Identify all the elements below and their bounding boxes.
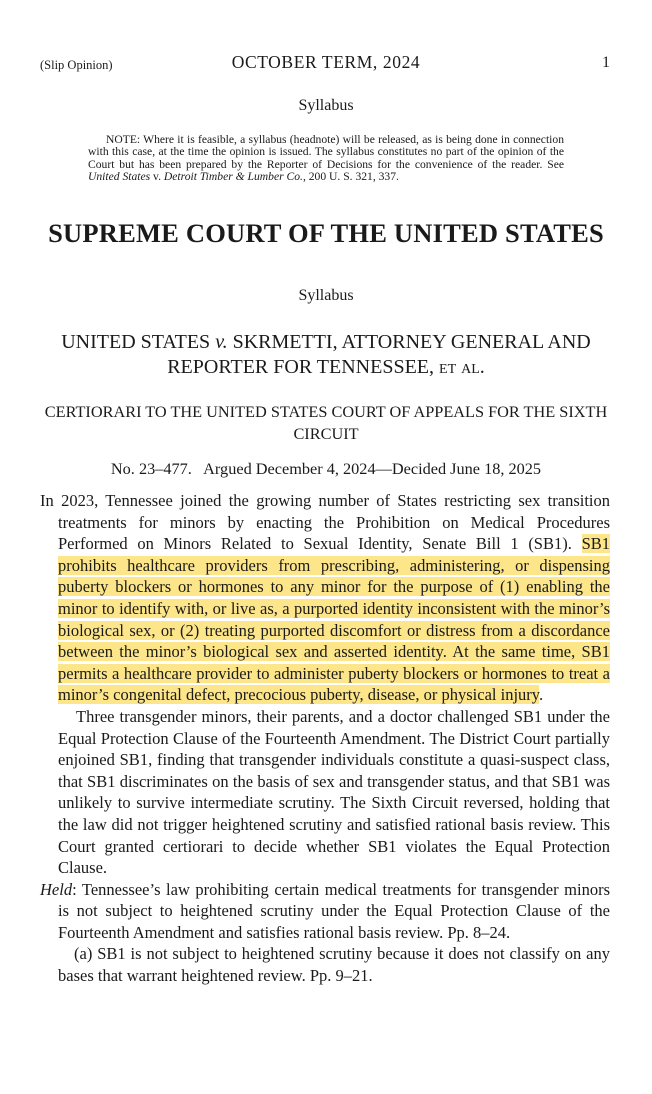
highlighted-passage: SB1 prohibits healthcare providers from prescribing, administering, or dispensing puberty blockers or hormones to any minor for the purpose of (1) enabling the minor to identify with, or live as, a purported identity inconsistent with the minor’s biological sex, or (2) treating purported discomfort or distress from a discordance between the minor’s biological sex and asserted identity. At the same time, SB1 permits a healthcare provider to administer puberty blockers or hormones to treat a minor’s congenital defect, precocious puberty, disease, or physical injury — [58, 534, 610, 705]
note-citation-v: v. — [150, 170, 164, 184]
note-citation-party2: Detroit Timber & Lumber Co. — [163, 170, 303, 184]
certiorari-line: CERTIORARI TO THE UNITED STATES COURT OF APPEALS FOR THE SIXTH CIRCUIT — [44, 402, 608, 443]
page-number: 1 — [602, 54, 610, 71]
reporter-note — [88, 134, 564, 184]
note-citation-end: , 200 U. S. 321, 337. — [302, 170, 399, 184]
held-label: Held — [40, 879, 73, 899]
case-title-v: v. — [215, 331, 228, 353]
case-title-part1: UNITED STATES — [61, 331, 216, 353]
page-header — [0, 52, 652, 76]
case-title — [30, 330, 622, 380]
paragraph-background-plain: In 2023, Tennessee joined the growing number of States restricting sex transition treatments for minors by enacting the Prohibition on Medical Procedures Performed on Minors Related to Sexual Identity, Senate Bill 1 (SB1). — [40, 491, 610, 554]
note-citation-party1: United States — [88, 170, 151, 184]
syllabus-heading-top: Syllabus — [298, 97, 354, 114]
docket-line: No. 23–477. Argued December 4, 2024—Decided June 18, 2025 — [110, 459, 542, 478]
syllabus-heading: Syllabus — [298, 287, 354, 304]
note-text: NOTE: Where it is feasible, a syllabus (headnote) will be released, as is being done in connection with this case, at the time the opinion is issued. The syllabus constitutes no part of the opinion of the Court but has been prepared by the Reporter of Decisions for the convenience of the reader. See — [88, 133, 564, 171]
held-text: : Tennessee’s law prohibiting certain medical treatments for transgender minors is not subject to heightened scrutiny under the Equal Protection Clause of the Fourteenth Amendment and satisfies rational basis review. Pp. 8–24. — [58, 879, 610, 942]
term-label: OCTOBER TERM, 2024 — [231, 52, 421, 72]
paragraph-background — [40, 490, 610, 706]
court-name: SUPREME COURT OF THE UNITED STATES — [48, 218, 604, 248]
slip-opinion-label: (Slip Opinion) — [40, 58, 113, 72]
paragraph-held — [40, 879, 610, 944]
paragraph-background-end: . — [538, 685, 544, 705]
paragraph-subpoint-a: (a) SB1 is not subject to heightened scrutiny because it does not classify on any bases that warrant heightened review. Pp. 9–21. — [58, 944, 610, 986]
case-title-et-al: et al. — [439, 356, 485, 378]
case-title-part2: SKRMETTI, ATTORNEY GENERAL AND REPORTER FOR TENNESSEE, — [167, 331, 591, 378]
paragraph-procedural-history: Three transgender minors, their parents, and a doctor challenged SB1 under the Equal Protection Clause of the Fourteenth Amendment. The District Court partially enjoined SB1, finding that transgender individuals constitute a quasi-suspect class, that SB1 discriminates on the basis of sex and transgender status, and that SB1 was unlikely to survive intermediate scrutiny. The Sixth Circuit reversed, holding that the law did not trigger heightened scrutiny and satisfied rational basis review. This Court granted certiorari to decide whether SB1 violates the Equal Protection Clause. — [58, 706, 610, 878]
syllabus-body — [40, 490, 610, 987]
